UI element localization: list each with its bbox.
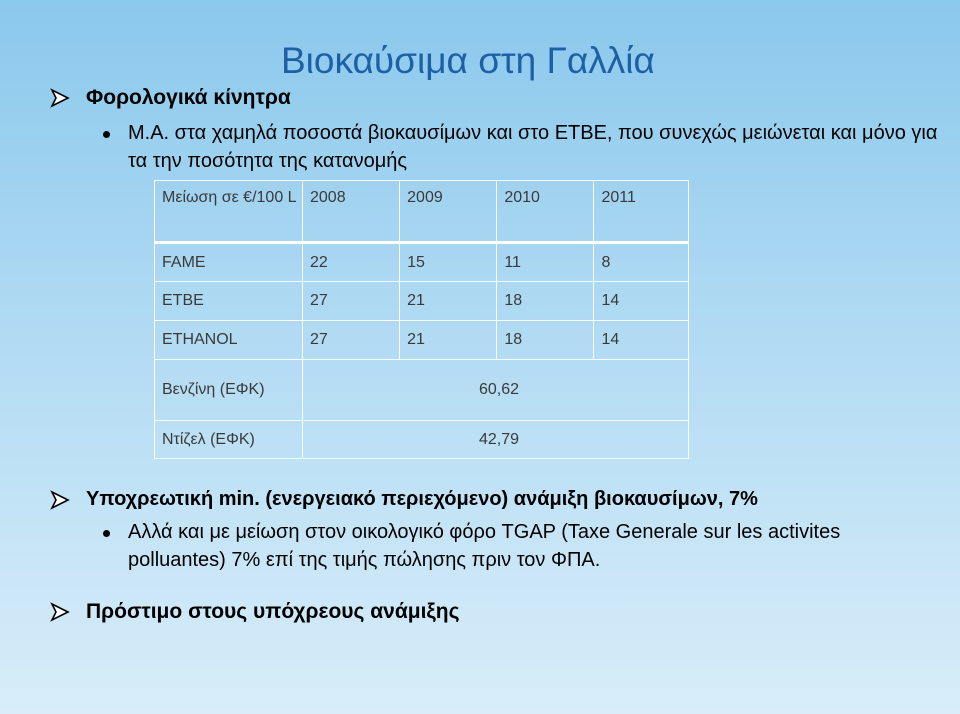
table-header-cell: 2011 xyxy=(594,181,689,243)
arrow-bullet-icon xyxy=(50,490,70,510)
bullet-text: Φορολογικά κίνητρα xyxy=(86,86,291,109)
table-header-cell: Μείωση σε €/100 L xyxy=(155,181,303,243)
table-cell: 15 xyxy=(400,243,497,282)
table-row xyxy=(155,360,689,421)
bullet-min-blending xyxy=(50,488,758,511)
table-merged-cell: 60,62 xyxy=(303,360,689,421)
bullet-text: Πρόστιμο στους υπόχρεους ανάμιξης xyxy=(86,600,460,623)
arrow-bullet-icon xyxy=(50,88,70,108)
table-cell: 14 xyxy=(594,282,689,321)
table-cell: 21 xyxy=(400,321,497,360)
table-row xyxy=(155,421,689,459)
table-cell: 8 xyxy=(594,243,689,282)
table-cell: 14 xyxy=(594,321,689,360)
table-cell: 27 xyxy=(303,321,400,360)
table-cell: 22 xyxy=(303,243,400,282)
arrow-bullet-icon xyxy=(50,602,70,622)
tax-reduction-table xyxy=(154,180,689,458)
table-header-cell: 2010 xyxy=(497,181,594,243)
table-row xyxy=(155,321,689,360)
table-cell: 21 xyxy=(400,282,497,321)
sub-bullet-text: Αλλά και με μείωση στον οικολογικό φόρο TGAP (Taxe Generale sur les activites polluantes) 7% επί της τιμής πώλησης πριν τον ΦΠΑ. xyxy=(128,521,841,571)
table-row xyxy=(155,282,689,321)
table-cell: ETHANOL xyxy=(155,321,303,360)
bullet-tax-incentives xyxy=(50,86,291,110)
table-header-cell: 2009 xyxy=(400,181,497,243)
table-cell: Βενζίνη (ΕΦΚ) xyxy=(155,360,303,421)
table-merged-cell: 42,79 xyxy=(303,421,689,459)
table-cell: 18 xyxy=(497,282,594,321)
table-cell: FAME xyxy=(155,243,303,282)
bullet-text: Υποχρεωτική min. (ενεργειακό περιεχόμενο) ανάμιξη βιοκαυσίμων, 7% xyxy=(86,488,758,510)
table-cell: ETBE xyxy=(155,282,303,321)
table-cell: 11 xyxy=(497,243,594,282)
table-header-cell: 2008 xyxy=(303,181,400,243)
bullet-penalty xyxy=(50,600,460,624)
dot-bullet-icon xyxy=(103,131,110,138)
slide-title: Βιοκαύσιμα στη Γαλλία xyxy=(281,40,655,81)
table-row xyxy=(155,243,689,282)
dot-bullet-icon xyxy=(103,530,110,537)
table-cell: Ντίζελ (ΕΦΚ) xyxy=(155,421,303,459)
table-header-row xyxy=(155,181,689,243)
table-cell: 18 xyxy=(497,321,594,360)
sub-bullet-text: Μ.Α. στα χαμηλά ποσοστά βιοκαυσίμων και στο ETBE, που συνεχώς μειώνεται και μόνο για τα την ποσότητα της κατανομής xyxy=(128,122,938,172)
table-cell: 27 xyxy=(303,282,400,321)
